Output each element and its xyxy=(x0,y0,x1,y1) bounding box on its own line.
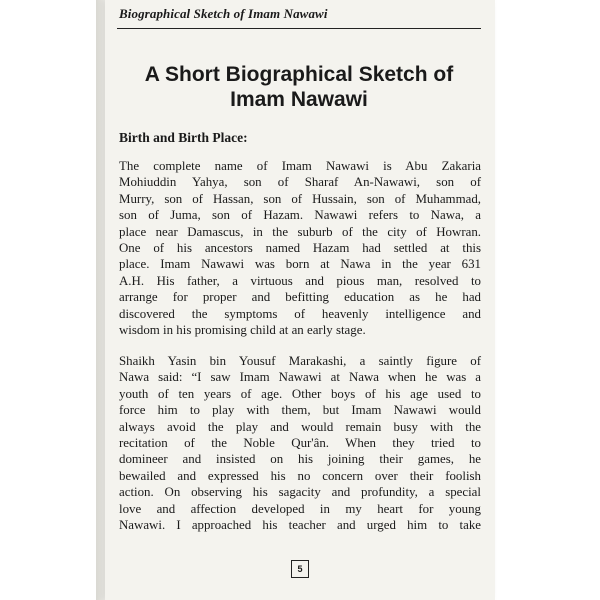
text-line: love and affection developed in my heart for young xyxy=(119,501,481,516)
chapter-title xyxy=(117,62,481,112)
text-line: Mohiuddin Yahya, son of Sharaf An-Nawawi, son of xyxy=(119,175,481,190)
text-line: force him to play with them, but Imam Nawawi would xyxy=(119,403,481,418)
text-line: place near Damascus, in the suburb of the city of Howran. xyxy=(119,224,481,239)
chapter-title-line-1: A Short Biographical Sketch of xyxy=(144,63,454,86)
text-line: recitation of the Noble Qur'ân. When they tried to xyxy=(119,436,481,451)
text-line: Murry, son of Hassan, son of Hussain, son of Muhammad, xyxy=(119,191,481,206)
text-line: The complete name of Imam Nawawi is Abu Zakaria xyxy=(119,159,481,173)
running-head: Biographical Sketch of Imam Nawawi xyxy=(119,6,328,21)
chapter-title-line-2: Imam Nawawi xyxy=(230,88,368,111)
text-line: son of Juma, son of Hazam. Nawawi refers to Nawa, a xyxy=(119,208,481,223)
header-rule xyxy=(117,28,481,29)
text-line: wisdom in his promising child at an early stage. xyxy=(119,323,366,338)
text-line: Shaikh Yasin bin Yousuf Marakashi, a saintly figure of xyxy=(119,354,481,368)
text-line: A.H. His father, a virtuous and pious man, resolved to xyxy=(119,273,481,288)
section-heading: Birth and Birth Place: xyxy=(119,130,248,145)
text-line: bewailed and expressed his no concern over their foolish xyxy=(119,468,481,483)
text-line: arrange for proper and befitting education as he had xyxy=(119,290,481,305)
text-line: Nawawi. I approached his teacher and urged him to take xyxy=(119,518,481,533)
paragraph-shaikh-yasin xyxy=(119,353,481,533)
text-line: One of his ancestors named Hazam had settled at this xyxy=(119,241,481,256)
text-line: always avoid the play and would remain busy with the xyxy=(119,419,481,434)
text-line: action. On observing his sagacity and profundity, a special xyxy=(119,485,481,500)
text-line: youth of ten years of age. Other boys of his age used to xyxy=(119,386,481,401)
page-number: 5 xyxy=(291,560,309,578)
text-line: discovered the symptoms of heavenly intelligence and xyxy=(119,306,481,321)
text-line: Nawa said: “I saw Imam Nawawi at Nawa when he was a xyxy=(119,370,481,385)
paragraph-birth xyxy=(119,158,481,338)
text-line: place. Imam Nawawi was born at Nawa in the year 631 xyxy=(119,257,481,272)
book-page xyxy=(105,0,495,600)
text-line: domineer and insisted on his joining their games, he xyxy=(119,452,481,467)
